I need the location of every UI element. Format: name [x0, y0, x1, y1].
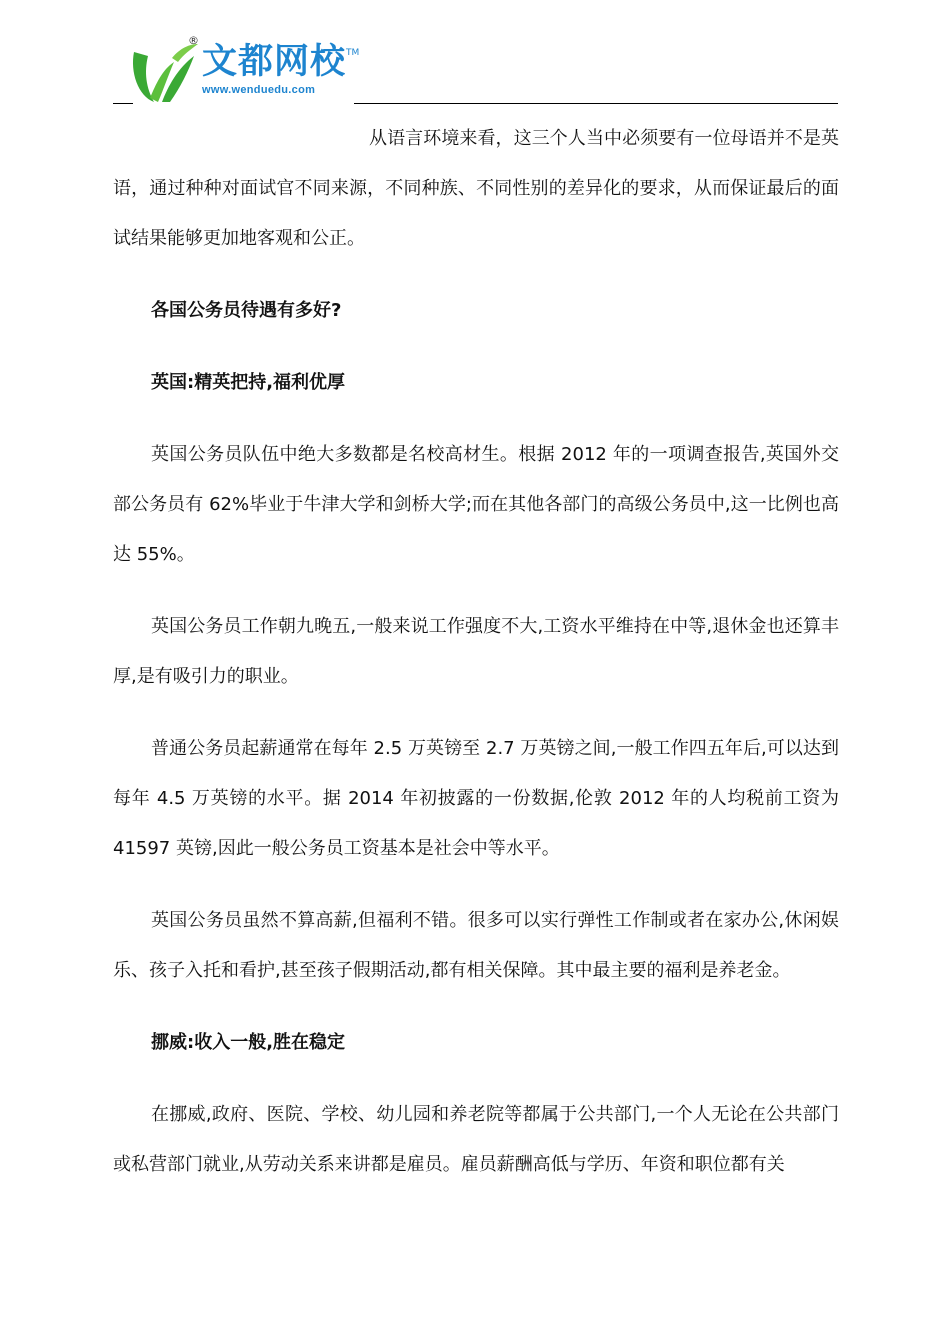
intro-paragraph: 从语言环境来看，这三个人当中必须要有一位母语并不是英语，通过种种对面试官不同来源，不同种族、不同性别的差异化的要求，从而保证最后的面试结果能够更加地客观和公正。 — [113, 128, 839, 249]
uk-paragraph-1: 英国公务员队伍中绝大多数都是名校高材生。根据 2012 年的一项调查报告,英国外交部公务员有 62%毕业于牛津大学和剑桥大学;而在其他各部门的高级公务员中,这一比例也高达 55%。 — [113, 444, 839, 565]
section-heading-main: 各国公务员待遇有多好? — [151, 300, 342, 321]
logo-url: www.wenduedu.com — [202, 84, 316, 96]
logo-name: 文都网校 — [202, 42, 347, 82]
document-body — [113, 114, 839, 1212]
uk-paragraph-4: 英国公务员虽然不算高薪,但福利不错。很多可以实行弹性工作制或者在家办公,休闲娱乐、孩子入托和看护,甚至孩子假期活动,都有相关保障。其中最主要的福利是养老金。 — [113, 910, 839, 981]
logo-leaf-icon — [128, 38, 200, 106]
registered-mark: ® — [188, 34, 199, 47]
trademark-mark: TM — [346, 48, 360, 58]
header-rule-right — [354, 103, 838, 104]
uk-paragraph-3: 普通公务员起薪通常在每年 2.5 万英镑至 2.7 万英镑之间,一般工作四五年后,可以达到每年 4.5 万英镑的水平。据 2014 年初披露的一份数据,伦敦 2012 年的人均税前工资为 41597 英镑,因此一般公务员工资基本是社会中等水平。 — [113, 738, 839, 859]
section-heading-norway: 挪威:收入一般,胜在稳定 — [151, 1032, 346, 1053]
header-rule-left — [113, 103, 133, 104]
page-header — [0, 0, 950, 110]
uk-paragraph-2: 英国公务员工作朝九晚五,一般来说工作强度不大,工资水平维持在中等,退休金也还算丰厚,是有吸引力的职业。 — [113, 616, 839, 687]
norway-paragraph-1: 在挪威,政府、医院、学校、幼儿园和养老院等都属于公共部门,一个人无论在公共部门或私营部门就业,从劳动关系来讲都是雇员。雇员薪酬高低与学历、年资和职位都有关 — [113, 1104, 839, 1175]
logo — [128, 36, 368, 106]
section-heading-uk: 英国:精英把持,福利优厚 — [151, 372, 346, 393]
